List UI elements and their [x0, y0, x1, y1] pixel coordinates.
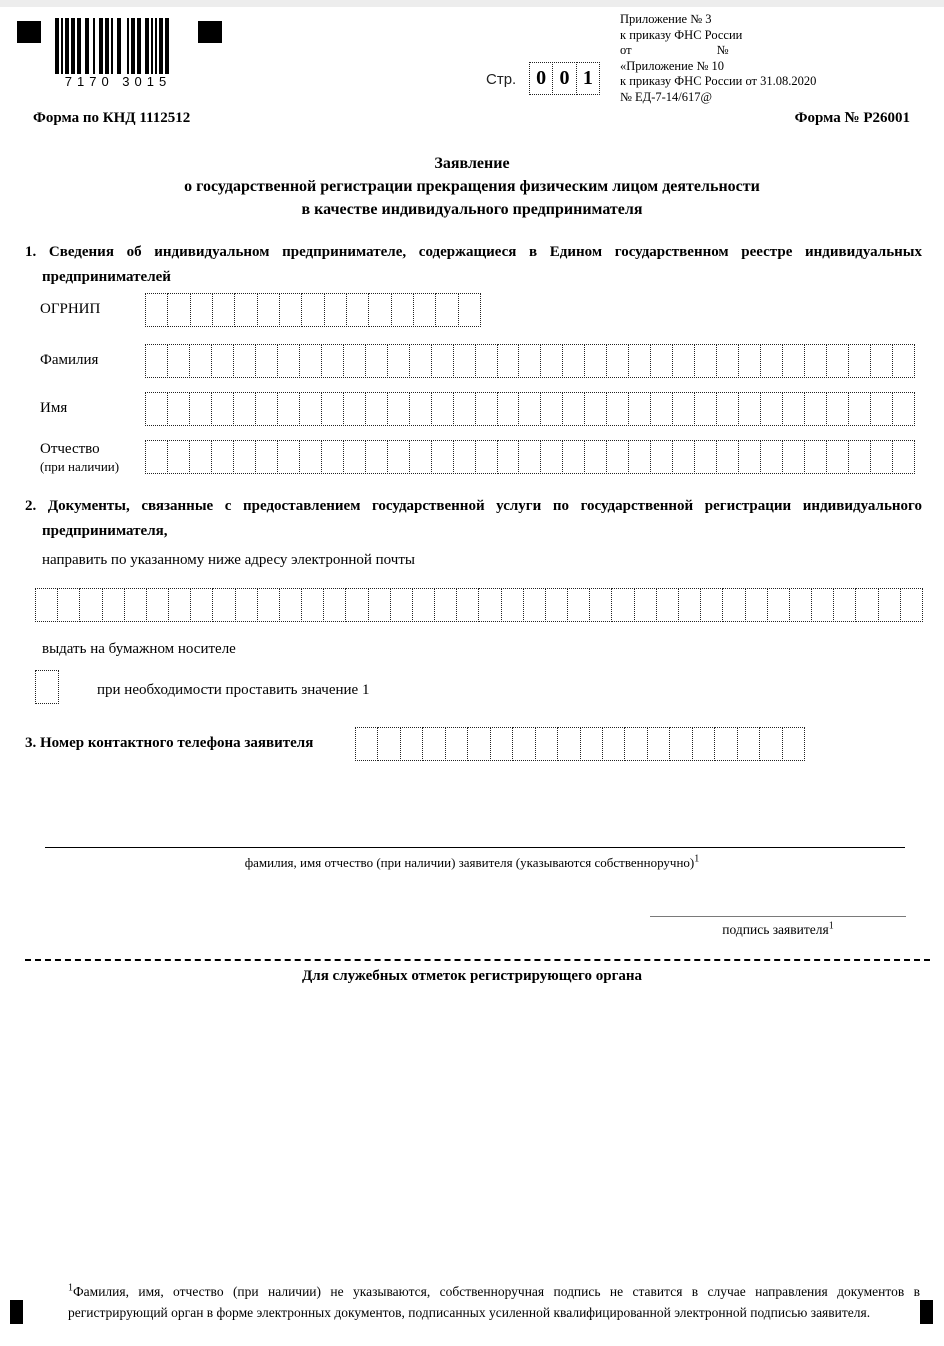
input-cell[interactable]	[714, 727, 737, 761]
input-cell[interactable]	[365, 440, 388, 474]
input-cell[interactable]	[445, 727, 468, 761]
input-cell[interactable]	[518, 344, 541, 378]
lastname-field[interactable]	[145, 344, 915, 378]
input-cell[interactable]	[535, 727, 558, 761]
input-cell[interactable]	[235, 588, 258, 622]
registration-mark-top-left	[17, 21, 41, 43]
input-cell[interactable]	[145, 293, 168, 327]
input-cell[interactable]	[804, 392, 827, 426]
input-cell[interactable]	[233, 392, 256, 426]
input-cell[interactable]	[324, 293, 347, 327]
input-cell[interactable]	[79, 588, 102, 622]
input-cell[interactable]	[422, 727, 445, 761]
input-cell[interactable]	[368, 588, 391, 622]
section2-heading: 2. Документы, связанные с предоставлением государственной услуги по государственной регистрации индивидуального предпринимателя,	[25, 498, 922, 539]
input-cell[interactable]	[365, 392, 388, 426]
barcode	[55, 18, 181, 74]
input-cell[interactable]	[737, 727, 760, 761]
input-cell[interactable]	[279, 588, 302, 622]
input-cell[interactable]	[826, 392, 849, 426]
input-cell[interactable]	[745, 588, 768, 622]
input-cell[interactable]	[233, 344, 256, 378]
input-cell[interactable]	[628, 440, 651, 474]
section3-heading: 3. Номер контактного телефона заявителя	[25, 735, 314, 751]
input-cell[interactable]	[782, 392, 805, 426]
input-cell[interactable]	[35, 588, 58, 622]
input-cell[interactable]	[467, 727, 490, 761]
input-cell[interactable]	[650, 392, 673, 426]
input-cell[interactable]	[57, 588, 80, 622]
input-cell[interactable]	[789, 588, 812, 622]
input-cell[interactable]: 0	[552, 62, 576, 95]
input-cell[interactable]	[497, 344, 520, 378]
input-cell[interactable]	[694, 392, 717, 426]
input-cell[interactable]	[606, 344, 629, 378]
input-cell[interactable]	[343, 344, 366, 378]
input-cell[interactable]	[760, 440, 783, 474]
dashed-separator	[25, 959, 930, 961]
input-cell[interactable]	[189, 392, 212, 426]
input-cell[interactable]	[606, 440, 629, 474]
footnote-ref: 1	[828, 920, 834, 932]
input-cell[interactable]	[355, 727, 378, 761]
form-title-line3: в качестве индивидуального предпринимателя	[301, 201, 643, 218]
input-cell[interactable]	[377, 727, 400, 761]
input-cell[interactable]	[624, 727, 647, 761]
patronymic-label: Отчество	[40, 441, 100, 457]
input-cell[interactable]	[431, 440, 454, 474]
input-cell[interactable]	[279, 293, 302, 327]
input-cell[interactable]	[124, 588, 147, 622]
input-cell[interactable]	[277, 344, 300, 378]
service-marks-heading: Для служебных отметок регистрирующего органа	[301, 968, 643, 984]
input-cell[interactable]	[694, 440, 717, 474]
barcode-digits: 7170 3015	[64, 74, 172, 89]
input-cell[interactable]	[848, 392, 871, 426]
section1-heading: 1. Сведения об индивидуальном предпринимателе, содержащиеся в Едином государственном реестре индивидуальных предпринимателей	[25, 244, 922, 285]
input-cell[interactable]	[345, 588, 368, 622]
input-cell[interactable]	[277, 440, 300, 474]
input-cell[interactable]	[900, 588, 923, 622]
input-cell[interactable]	[167, 392, 190, 426]
input-cell[interactable]	[738, 440, 761, 474]
input-cell[interactable]	[669, 727, 692, 761]
input-cell[interactable]	[672, 344, 695, 378]
input-cell[interactable]	[413, 293, 436, 327]
input-cell[interactable]	[678, 588, 701, 622]
input-cell[interactable]	[475, 440, 498, 474]
input-cell[interactable]	[767, 588, 790, 622]
input-cell[interactable]	[299, 344, 322, 378]
input-cell[interactable]	[257, 293, 280, 327]
page-number-field[interactable]	[529, 62, 600, 95]
input-cell[interactable]	[848, 344, 871, 378]
input-cell[interactable]	[760, 344, 783, 378]
footnote-ref: 1	[694, 853, 700, 865]
input-cell[interactable]	[453, 392, 476, 426]
input-cell[interactable]	[826, 440, 849, 474]
lastname-label: Фамилия	[40, 352, 99, 368]
input-cell[interactable]	[490, 727, 513, 761]
registration-mark-top-left-2	[198, 21, 222, 43]
input-cell[interactable]	[672, 392, 695, 426]
input-cell[interactable]	[589, 588, 612, 622]
input-cell[interactable]	[277, 392, 300, 426]
input-cell[interactable]	[540, 392, 563, 426]
input-cell[interactable]	[475, 392, 498, 426]
input-cell[interactable]	[540, 344, 563, 378]
phone-field[interactable]	[355, 727, 805, 761]
input-cell[interactable]	[855, 588, 878, 622]
input-cell[interactable]	[878, 588, 901, 622]
input-cell[interactable]	[168, 588, 191, 622]
input-cell[interactable]	[716, 392, 739, 426]
input-cell[interactable]	[760, 392, 783, 426]
input-cell[interactable]	[584, 440, 607, 474]
input-cell[interactable]	[391, 293, 414, 327]
input-cell[interactable]	[497, 392, 520, 426]
signature-line	[650, 916, 906, 917]
input-cell[interactable]	[412, 588, 435, 622]
input-cell[interactable]	[584, 344, 607, 378]
input-cell[interactable]	[321, 392, 344, 426]
appendix-line: «Приложение № 10	[620, 58, 725, 73]
input-cell[interactable]	[782, 440, 805, 474]
form-knd-code: Форма по КНД 1112512	[33, 110, 191, 126]
input-cell[interactable]	[759, 727, 782, 761]
input-cell[interactable]	[523, 588, 546, 622]
registration-mark-bottom-right	[920, 1300, 933, 1324]
input-cell[interactable]	[611, 588, 634, 622]
input-cell[interactable]	[189, 440, 212, 474]
input-cell[interactable]	[782, 727, 805, 761]
input-cell[interactable]	[145, 440, 168, 474]
input-cell[interactable]	[694, 344, 717, 378]
input-cell[interactable]	[501, 588, 524, 622]
input-cell[interactable]	[700, 588, 723, 622]
firstname-label: Имя	[40, 400, 68, 416]
input-cell[interactable]	[257, 588, 280, 622]
registration-mark-bottom-left	[10, 1300, 23, 1324]
input-cell[interactable]: 1	[576, 62, 600, 95]
input-cell[interactable]	[562, 440, 585, 474]
input-cell[interactable]	[692, 727, 715, 761]
appendix-line: к приказу ФНС России от 31.08.2020	[620, 74, 817, 88]
input-cell[interactable]	[628, 392, 651, 426]
input-cell[interactable]	[255, 344, 278, 378]
input-cell[interactable]	[453, 440, 476, 474]
input-cell[interactable]	[145, 392, 168, 426]
input-cell[interactable]	[478, 588, 501, 622]
input-cell[interactable]	[409, 392, 432, 426]
input-cell[interactable]	[650, 440, 673, 474]
input-cell[interactable]	[497, 440, 520, 474]
appendix-reference	[620, 12, 920, 105]
input-cell[interactable]	[545, 588, 568, 622]
input-cell[interactable]	[804, 344, 827, 378]
input-cell[interactable]	[738, 344, 761, 378]
input-cell[interactable]	[234, 293, 257, 327]
patronymic-sublabel: (при наличии)	[40, 459, 120, 474]
input-cell[interactable]	[892, 392, 915, 426]
input-cell[interactable]	[387, 440, 410, 474]
input-cell[interactable]	[321, 440, 344, 474]
input-cell[interactable]	[512, 727, 535, 761]
input-cell[interactable]	[584, 392, 607, 426]
input-cell[interactable]	[431, 392, 454, 426]
input-cell[interactable]	[211, 344, 234, 378]
input-cell[interactable]	[233, 440, 256, 474]
ogrnip-label: ОГРНИП	[40, 301, 101, 317]
input-cell[interactable]	[456, 588, 479, 622]
input-cell[interactable]	[557, 727, 580, 761]
input-cell[interactable]	[518, 440, 541, 474]
name-caption: фамилия, имя отчество (при наличии) заявителя (указываются собственноручно)$^1$	[244, 853, 700, 870]
input-cell[interactable]	[323, 588, 346, 622]
input-cell[interactable]	[870, 440, 893, 474]
input-cell[interactable]	[475, 344, 498, 378]
input-cell[interactable]	[848, 440, 871, 474]
input-cell[interactable]	[301, 293, 324, 327]
input-cell[interactable]	[540, 440, 563, 474]
input-cell[interactable]	[458, 293, 481, 327]
input-cell[interactable]	[782, 344, 805, 378]
input-cell[interactable]	[870, 344, 893, 378]
input-cell[interactable]	[826, 344, 849, 378]
input-cell[interactable]	[346, 293, 369, 327]
input-cell[interactable]	[343, 440, 366, 474]
input-cell[interactable]	[650, 344, 673, 378]
input-cell[interactable]	[716, 440, 739, 474]
input-cell[interactable]	[634, 588, 657, 622]
input-cell[interactable]	[716, 344, 739, 378]
input-cell[interactable]	[146, 588, 169, 622]
paper-option-label: выдать на бумажном носителе	[42, 641, 236, 657]
patronymic-field[interactable]	[145, 440, 915, 474]
appendix-line: Приложение № 3	[620, 12, 712, 26]
firstname-field[interactable]	[145, 392, 915, 426]
input-cell[interactable]	[656, 588, 679, 622]
checkbox-hint: при необходимости проставить значение 1	[97, 682, 370, 698]
page-label: Стр.	[486, 71, 517, 88]
input-cell[interactable]	[299, 392, 322, 426]
form-title	[0, 152, 944, 221]
input-cell[interactable]	[167, 293, 190, 327]
input-cell[interactable]	[35, 670, 59, 704]
input-cell[interactable]	[387, 344, 410, 378]
input-cell[interactable]	[602, 727, 625, 761]
input-cell[interactable]	[562, 344, 585, 378]
input-cell[interactable]	[833, 588, 856, 622]
input-cell[interactable]	[567, 588, 590, 622]
input-cell[interactable]	[212, 588, 235, 622]
input-cell[interactable]	[299, 440, 322, 474]
input-cell[interactable]	[628, 344, 651, 378]
input-cell[interactable]	[365, 344, 388, 378]
page-edge-strip	[0, 0, 944, 7]
appendix-line: от №	[620, 43, 729, 57]
input-cell[interactable]	[145, 344, 168, 378]
input-cell[interactable]	[387, 392, 410, 426]
input-cell[interactable]	[647, 727, 670, 761]
input-cell[interactable]	[167, 440, 190, 474]
input-cell[interactable]	[368, 293, 391, 327]
input-cell[interactable]	[804, 440, 827, 474]
input-cell[interactable]	[343, 392, 366, 426]
input-cell[interactable]	[606, 392, 629, 426]
input-cell[interactable]	[167, 344, 190, 378]
ogrnip-field[interactable]	[145, 293, 481, 327]
paper-checkbox[interactable]	[35, 670, 59, 704]
input-cell[interactable]	[722, 588, 745, 622]
input-cell[interactable]	[434, 588, 457, 622]
input-cell[interactable]	[190, 588, 213, 622]
input-cell[interactable]	[892, 440, 915, 474]
input-cell[interactable]	[892, 344, 915, 378]
input-cell[interactable]	[190, 293, 213, 327]
email-field[interactable]	[35, 588, 923, 622]
signature-caption: подпись заявителя$^1$	[722, 920, 834, 937]
footnote-marker: 1	[68, 1282, 73, 1294]
input-cell[interactable]	[738, 392, 761, 426]
footnote-text: Фамилия, имя, отчество (при наличии) не указываются, собственноручная подпись не ставится в случае направления документов в регистрирующий орган в форме электронных документов, подписанных усиленной квалифицированной электронной подписью заявителя.	[68, 1284, 920, 1320]
input-cell[interactable]	[435, 293, 458, 327]
appendix-line: к приказу ФНС России	[620, 27, 743, 42]
input-cell[interactable]	[811, 588, 834, 622]
input-cell[interactable]	[321, 344, 344, 378]
input-cell[interactable]	[518, 392, 541, 426]
input-cell[interactable]	[211, 392, 234, 426]
input-cell[interactable]	[390, 588, 413, 622]
input-cell[interactable]	[400, 727, 423, 761]
form-title-line1: Заявление	[434, 155, 510, 172]
input-cell[interactable]	[189, 344, 212, 378]
input-cell[interactable]	[409, 440, 432, 474]
input-cell[interactable]	[672, 440, 695, 474]
form-number: Форма № Р26001	[794, 110, 910, 126]
form-title-line2: о государственной регистрации прекращения физическим лицом деятельности	[184, 178, 760, 195]
email-option-label: направить по указанному ниже адресу электронной почты	[42, 552, 415, 568]
input-cell[interactable]	[431, 344, 454, 378]
input-cell[interactable]	[255, 392, 278, 426]
input-cell[interactable]	[580, 727, 603, 761]
appendix-line: № ЕД-7-14/617@	[620, 89, 713, 104]
input-cell[interactable]	[453, 344, 476, 378]
input-cell[interactable]	[212, 293, 235, 327]
input-cell[interactable]	[211, 440, 234, 474]
input-cell[interactable]	[255, 440, 278, 474]
input-cell[interactable]	[102, 588, 125, 622]
input-cell[interactable]	[870, 392, 893, 426]
footnote	[68, 1281, 920, 1323]
input-cell[interactable]: 0	[529, 62, 553, 95]
input-cell[interactable]	[409, 344, 432, 378]
input-cell[interactable]	[562, 392, 585, 426]
name-signature-line	[45, 847, 905, 848]
input-cell[interactable]	[301, 588, 324, 622]
